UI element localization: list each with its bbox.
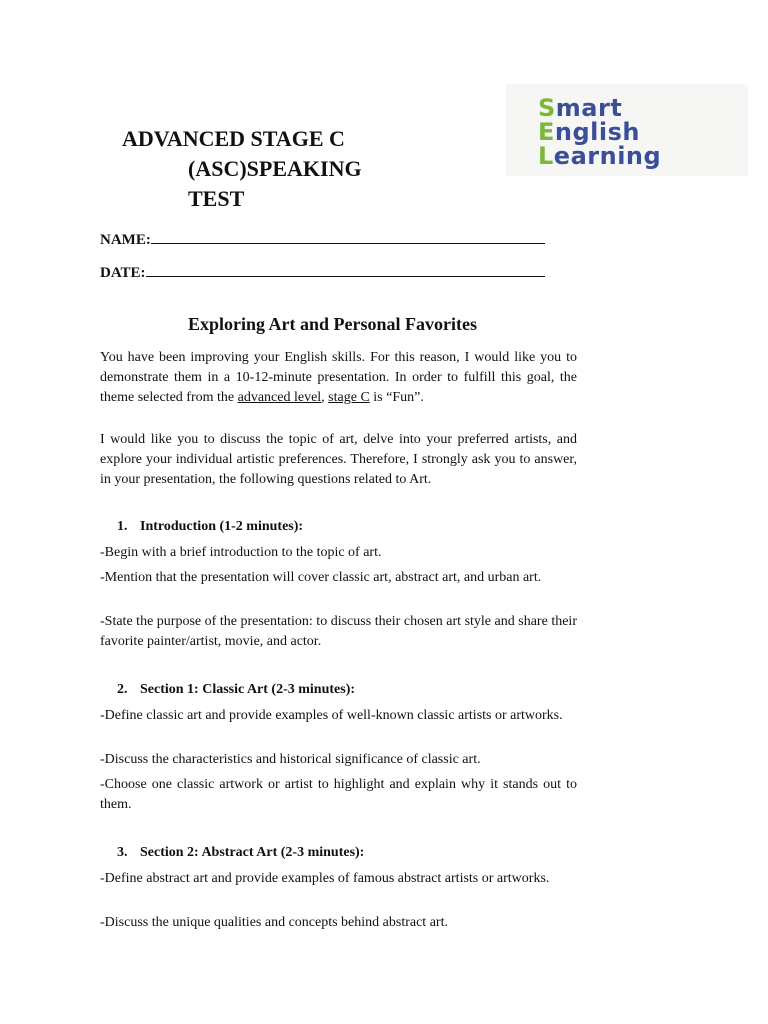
- list-item: -Discuss the unique qualities and concepts behind abstract art.: [100, 915, 448, 930]
- advanced-level-text: advanced level: [237, 390, 322, 405]
- stage-c-text: stage C: [328, 390, 370, 405]
- document-heading: Exploring Art and Personal Favorites: [188, 314, 477, 334]
- section-heading: [117, 682, 355, 698]
- intro-paragraph-1: [100, 348, 577, 408]
- intro-text: You have been improving your English skills. For this reason, I would like you to demonstrate them in a 10-12-minute presentation. In order to fulfill this goal, the theme selected from the: [100, 350, 577, 405]
- logo-letter: S: [538, 94, 556, 122]
- section-heading: [117, 519, 303, 535]
- date-blank-line[interactable]: [146, 262, 545, 277]
- name-label: NAME:: [100, 232, 151, 248]
- test-title-line-2: (ASC)SPEAKING: [188, 156, 362, 181]
- section-title: Introduction (1-2 minutes):: [140, 519, 304, 534]
- date-field-row: [100, 262, 545, 282]
- section-number: 3.: [117, 845, 128, 860]
- test-title-line-1: ADVANCED STAGE C: [122, 126, 345, 151]
- logo-letter: L: [538, 142, 554, 170]
- logo-line-english: [538, 120, 640, 144]
- logo-word: nglish: [554, 118, 640, 146]
- section-number: 1.: [117, 519, 128, 534]
- test-title-line-3: TEST: [188, 186, 245, 211]
- list-item: -State the purpose of the presentation: to discuss their chosen art style and share their favorite painter/artist, movie, and actor.: [100, 614, 577, 649]
- list-item: -Discuss the characteristics and historical significance of classic art.: [100, 752, 481, 767]
- intro-text: ,: [321, 390, 329, 405]
- section-title: Section 1: Classic Art (2-3 minutes):: [140, 682, 356, 697]
- section-title: Section 2: Abstract Art (2-3 minutes):: [140, 845, 365, 860]
- logo-line-smart: [538, 96, 622, 120]
- list-item: -Define classic art and provide examples of well-known classic artists or artworks.: [100, 708, 563, 723]
- logo-line-learning: [538, 144, 661, 168]
- logo-letter: E: [538, 118, 555, 146]
- section-number: 2.: [117, 682, 128, 697]
- list-item: -Define abstract art and provide examples of famous abstract artists or artworks.: [100, 871, 550, 886]
- smart-english-learning-logo: [506, 84, 748, 176]
- intro-paragraph-2: I would like you to discuss the topic of art, delve into your preferred artists, and explore your individual artistic preferences. Therefore, I strongly ask you to answer, in your presentation, the following questions related to Art.: [100, 432, 577, 487]
- date-label: DATE:: [100, 265, 146, 281]
- name-blank-line[interactable]: [151, 229, 545, 244]
- logo-word: mart: [555, 94, 623, 122]
- section-heading: [117, 845, 364, 861]
- intro-text: is “Fun”.: [369, 390, 424, 405]
- name-field-row: [100, 229, 545, 249]
- logo-word: earning: [553, 142, 662, 170]
- list-item: -Begin with a brief introduction to the topic of art.: [100, 545, 382, 560]
- list-item: -Mention that the presentation will cover classic art, abstract art, and urban art.: [100, 570, 542, 585]
- list-item: -Choose one classic artwork or artist to highlight and explain why it stands out to them.: [100, 777, 577, 812]
